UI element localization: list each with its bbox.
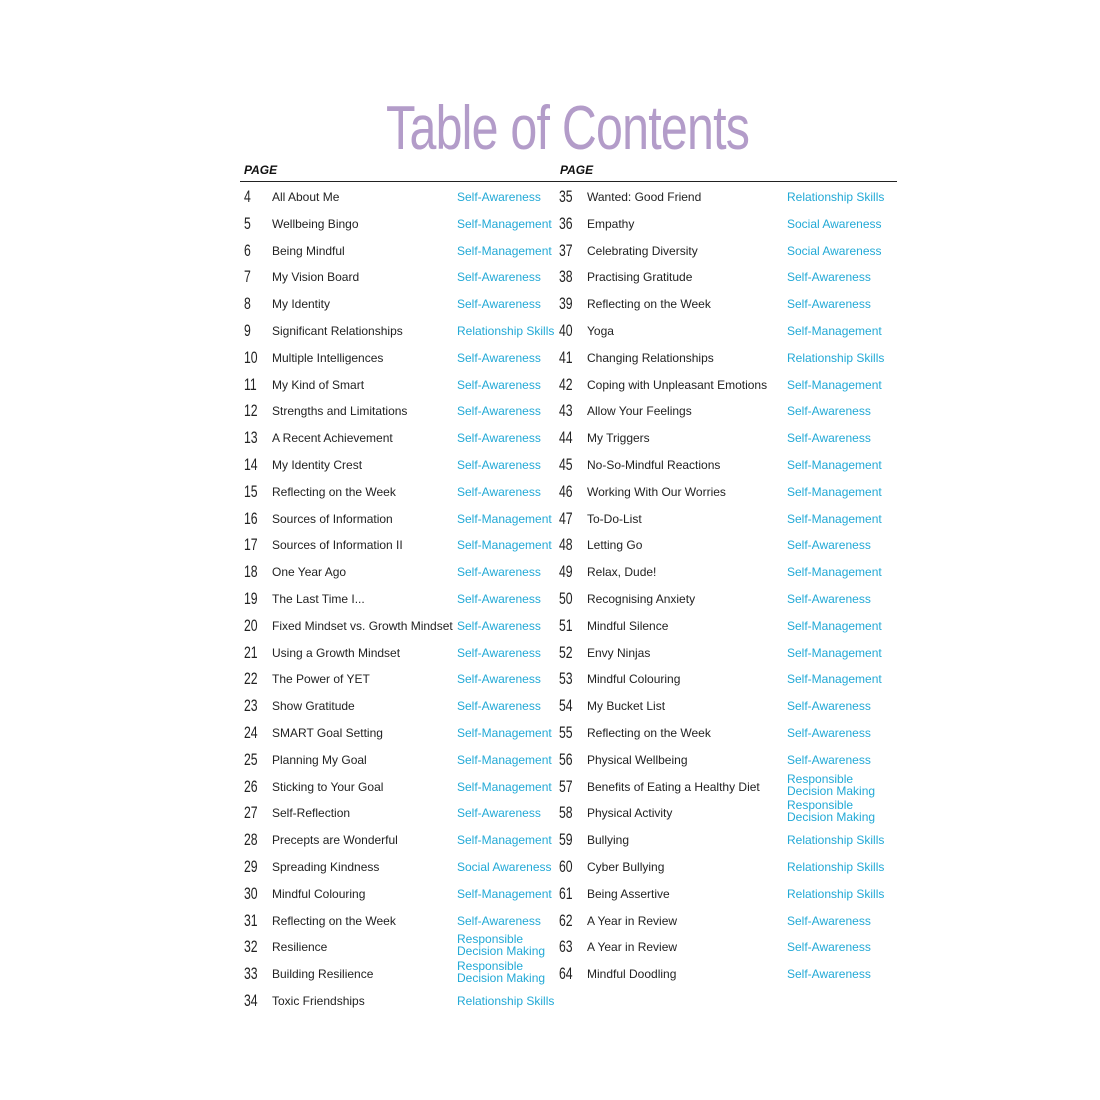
toc-entry-title: Celebrating Diversity (587, 243, 698, 258)
toc-page-number: 36 (559, 213, 573, 233)
toc-page-number: 33 (244, 964, 258, 984)
toc-entry-category: Self-Awareness (787, 538, 871, 553)
toc-entry-category: Self-Awareness (787, 591, 871, 606)
toc-entry-category: Self-Awareness (457, 618, 541, 633)
toc-entry-title: Bullying (587, 833, 630, 848)
toc-entry-category: Self-Awareness (787, 725, 871, 740)
toc-entry-category: Self-Management (457, 725, 552, 740)
toc-entry-category: Self-Management (457, 779, 552, 794)
toc-page-number: 7 (244, 267, 251, 287)
toc-page-number: 53 (559, 669, 573, 689)
toc-page-number: 9 (244, 320, 251, 340)
toc-entry-title: My Vision Board (272, 270, 360, 285)
toc-page-number: 22 (244, 669, 258, 689)
toc-page-number: 59 (559, 830, 573, 850)
toc-entry-title: Sources of Information II (272, 538, 403, 553)
toc-entry-title: Toxic Friendships (272, 993, 365, 1008)
toc-entry-title: Planning My Goal (272, 752, 367, 767)
toc-page-number: 56 (559, 749, 573, 769)
toc-entry-category: Self-Awareness (787, 270, 871, 285)
toc-entry-category: Relationship Skills (787, 859, 885, 874)
toc-page-number: 21 (244, 642, 258, 662)
toc-page-number: 5 (244, 213, 251, 233)
toc-entry-category: Self-Management (787, 565, 882, 580)
toc-page-number: 44 (559, 428, 573, 448)
toc-entry-category: Self-Management (457, 538, 552, 553)
toc-entry-title: My Bucket List (587, 699, 666, 714)
toc-page-number: 62 (559, 910, 573, 930)
toc-page-number: 42 (559, 374, 573, 394)
toc-page-number: 50 (559, 588, 573, 608)
toc-page-number: 51 (559, 615, 573, 635)
toc-entry-title: My Identity Crest (272, 457, 363, 472)
toc-entry-title: Physical Wellbeing (587, 752, 688, 767)
toc-page-number: 60 (559, 856, 573, 876)
toc-entry-title: Building Resilience (272, 967, 374, 982)
toc-entry-category: Responsible Decision Making (787, 798, 876, 825)
toc-entry-category: Relationship Skills (457, 993, 555, 1008)
toc-page-number: 52 (559, 642, 573, 662)
toc-entry-category: Self-Awareness (457, 672, 541, 687)
toc-page-number: 39 (559, 294, 573, 314)
toc-entry-title: Reflecting on the Week (587, 725, 711, 740)
toc-entry-category: Self-Awareness (457, 565, 541, 580)
toc-entry-category: Self-Awareness (457, 404, 541, 419)
toc-page-number: 17 (244, 535, 258, 555)
toc-entry-category: Self-Awareness (457, 377, 541, 392)
toc-page-number: 11 (244, 374, 257, 394)
toc-entry-category: Self-Awareness (457, 190, 541, 204)
toc-entry-category: Relationship Skills (787, 350, 885, 365)
toc-page-number: 57 (559, 776, 573, 796)
toc-entry-title: Reflecting on the Week (587, 297, 711, 312)
toc-entry-title: Changing Relationships (587, 350, 714, 365)
toc-page-number: 19 (244, 588, 258, 608)
header-divider (240, 181, 897, 182)
toc-entry-title: No-So-Mindful Reactions (587, 457, 721, 472)
page-column-header-left: PAGE (244, 163, 278, 177)
toc-entry-category: Self-Awareness (787, 752, 871, 767)
toc-page-number: 30 (244, 883, 258, 903)
toc-entry-title: Sources of Information (272, 511, 393, 526)
toc-page-number: 29 (244, 856, 258, 876)
toc-entry-title: My Kind of Smart (272, 377, 365, 392)
toc-entry-category: Self-Management (787, 511, 882, 526)
toc-entry-title: Using a Growth Mindset (272, 645, 401, 660)
toc-entry-title: All About Me (272, 190, 340, 204)
toc-entry-category: Relationship Skills (457, 323, 555, 338)
toc-entry-category: Self-Management (787, 377, 882, 392)
toc-page-number: 63 (559, 937, 573, 957)
toc-page-number: 40 (559, 320, 573, 340)
toc-entry-category: Relationship Skills (787, 833, 885, 848)
toc-page-number: 58 (559, 803, 573, 823)
toc-entry-category: Self-Management (457, 752, 552, 767)
toc-entry-title: Spreading Kindness (272, 859, 380, 874)
toc-page-number: 16 (244, 508, 258, 528)
toc-page-number: 23 (244, 696, 258, 716)
toc-page-number: 10 (244, 347, 258, 367)
toc-entry-title: Envy Ninjas (587, 645, 651, 660)
toc-page-number: 54 (559, 696, 573, 716)
toc-page-number: 15 (244, 481, 258, 501)
toc-page-number: 35 (559, 187, 573, 206)
toc-entry-title: Benefits of Eating a Healthy Diet (587, 779, 760, 794)
toc-entry-title: My Triggers (587, 431, 650, 446)
toc-entry-category: Self-Awareness (457, 431, 541, 446)
toc-entry-title: Mindful Colouring (272, 886, 366, 901)
toc-entry-title: Wellbeing Bingo (272, 216, 359, 231)
toc-entry-category: Responsible Decision Making (457, 932, 546, 959)
toc-entry-title: Yoga (587, 323, 614, 338)
toc-entry-category: Self-Awareness (457, 270, 541, 285)
toc-entry-category: Self-Management (457, 833, 552, 848)
toc-page-number: 64 (559, 964, 573, 984)
toc-entry-category: Self-Awareness (787, 967, 871, 982)
toc-entry-title: Significant Relationships (272, 323, 403, 338)
toc-page-number: 28 (244, 830, 258, 850)
toc-entry-category: Self-Awareness (457, 806, 541, 821)
toc-entry-category: Self-Awareness (457, 913, 541, 928)
toc-entry-category: Self-Awareness (787, 913, 871, 928)
toc-entry-title: Being Mindful (272, 243, 345, 258)
toc-entry-title: Relax, Dude! (587, 565, 657, 580)
toc-entry-category: Self-Awareness (787, 404, 871, 419)
toc-entry-title: Precepts are Wonderful (272, 833, 398, 848)
toc-entry-title: Letting Go (587, 538, 643, 553)
toc-page-number: 8 (244, 294, 251, 314)
toc-page-number: 46 (559, 481, 573, 501)
toc-entry-category: Self-Awareness (787, 940, 871, 955)
toc-entry-title: Mindful Doodling (587, 967, 677, 982)
toc-entry-category: Self-Awareness (457, 457, 541, 472)
toc-entry-category: Self-Awareness (457, 350, 541, 365)
toc-entry-title: Working With Our Worries (587, 484, 726, 499)
toc-page-number: 55 (559, 722, 573, 742)
toc-entry-title: Recognising Anxiety (587, 591, 696, 606)
toc-page-number: 31 (244, 910, 258, 930)
toc-entry-title: Multiple Intelligences (272, 350, 384, 365)
toc-entry-title: Fixed Mindset vs. Growth Mindset (272, 618, 453, 633)
toc-entry-category: Responsible Decision Making (457, 959, 546, 986)
toc-entry-title: Practising Gratitude (587, 270, 693, 285)
toc-page-number: 20 (244, 615, 258, 635)
toc-entry-title: Sticking to Your Goal (272, 779, 384, 794)
toc-entry-title: Reflecting on the Week (272, 484, 396, 499)
toc-entry-title: Empathy (587, 216, 635, 231)
toc-entry-title: Coping with Unpleasant Emotions (587, 377, 768, 392)
toc-entry-title: One Year Ago (272, 565, 347, 580)
toc-page-number: 38 (559, 267, 573, 287)
toc-entry-category: Social Awareness (457, 859, 552, 874)
toc-page-number: 34 (244, 990, 258, 1010)
toc-entry-title: The Last Time I... (272, 591, 365, 606)
toc-entry-category: Self-Management (457, 243, 552, 258)
toc-entry-title: SMART Goal Setting (272, 725, 383, 740)
toc-entry-title: Strengths and Limitations (272, 404, 408, 419)
toc-entry-title: A Recent Achievement (272, 431, 393, 446)
toc-page-number: 37 (559, 240, 573, 260)
toc-page-number: 27 (244, 803, 258, 823)
toc-entry-category: Self-Management (787, 323, 882, 338)
toc-entry-title: Being Assertive (587, 886, 670, 901)
toc-entry-title: Self-Reflection (272, 806, 351, 821)
toc-entry-category: Self-Management (787, 618, 882, 633)
toc-entry-title: Wanted: Good Friend (587, 190, 702, 204)
toc-page-number: 32 (244, 937, 258, 957)
toc-entry-title: Cyber Bullying (587, 859, 665, 874)
page-title: Table of Contents (386, 94, 750, 163)
toc-entry-title: Resilience (272, 940, 328, 955)
toc-page-number: 18 (244, 562, 258, 582)
toc-entry-category: Self-Management (787, 645, 882, 660)
toc-entry-category: Self-Awareness (457, 484, 541, 499)
toc-page-number: 48 (559, 535, 573, 555)
toc-entry-category: Relationship Skills (787, 190, 885, 204)
page-column-header-right: PAGE (560, 163, 594, 177)
toc-page-number: 61 (559, 883, 573, 903)
toc-entry-category: Self-Awareness (457, 645, 541, 660)
toc-page-number: 13 (244, 428, 258, 448)
toc-entry-title: Mindful Colouring (587, 672, 681, 687)
toc-page-number: 41 (559, 347, 573, 367)
toc-page-number: 45 (559, 454, 573, 474)
toc-entry-title: A Year in Review (587, 913, 678, 928)
toc-page-number: 47 (559, 508, 573, 528)
toc-entry-category: Self-Awareness (457, 591, 541, 606)
toc-entry-title: Show Gratitude (272, 699, 355, 714)
toc-page-number: 49 (559, 562, 573, 582)
toc-entry-category: Self-Management (457, 216, 552, 231)
toc-page-number: 24 (244, 722, 258, 742)
toc-entry-category: Self-Awareness (457, 297, 541, 312)
toc-entry-title: Reflecting on the Week (272, 913, 396, 928)
toc-entry-category: Social Awareness (787, 243, 882, 258)
toc-entry-category: Self-Management (787, 672, 882, 687)
toc-entry-title: Mindful Silence (587, 618, 669, 633)
toc-entry-category: Self-Awareness (787, 699, 871, 714)
toc-entry-title: The Power of YET (272, 672, 370, 687)
toc-page-number: 26 (244, 776, 258, 796)
toc-page-number: 43 (559, 401, 573, 421)
toc-entry-category: Self-Awareness (787, 297, 871, 312)
toc-entry-title: My Identity (272, 297, 331, 312)
toc-entry-category: Self-Awareness (457, 699, 541, 714)
toc-entry-title: To-Do-List (587, 511, 642, 526)
toc-entry-category: Responsible Decision Making (787, 771, 876, 798)
toc-page-number: 6 (244, 240, 251, 260)
toc-entry-category: Self-Management (457, 886, 552, 901)
toc-entry-title: Allow Your Feelings (587, 404, 692, 419)
toc-page-number: 4 (244, 187, 251, 206)
toc-page-number: 25 (244, 749, 258, 769)
toc-entry-title: A Year in Review (587, 940, 678, 955)
toc-entry-category: Self-Management (787, 457, 882, 472)
toc-page-number: 12 (244, 401, 258, 421)
toc-entry-category: Social Awareness (787, 216, 882, 231)
toc-entry-category: Self-Management (787, 484, 882, 499)
toc-entry-title: Physical Activity (587, 806, 673, 821)
toc-entry-category: Self-Management (457, 511, 552, 526)
toc-page-number: 14 (244, 454, 258, 474)
toc-entry-category: Relationship Skills (787, 886, 885, 901)
toc-entry-category: Self-Awareness (787, 431, 871, 446)
